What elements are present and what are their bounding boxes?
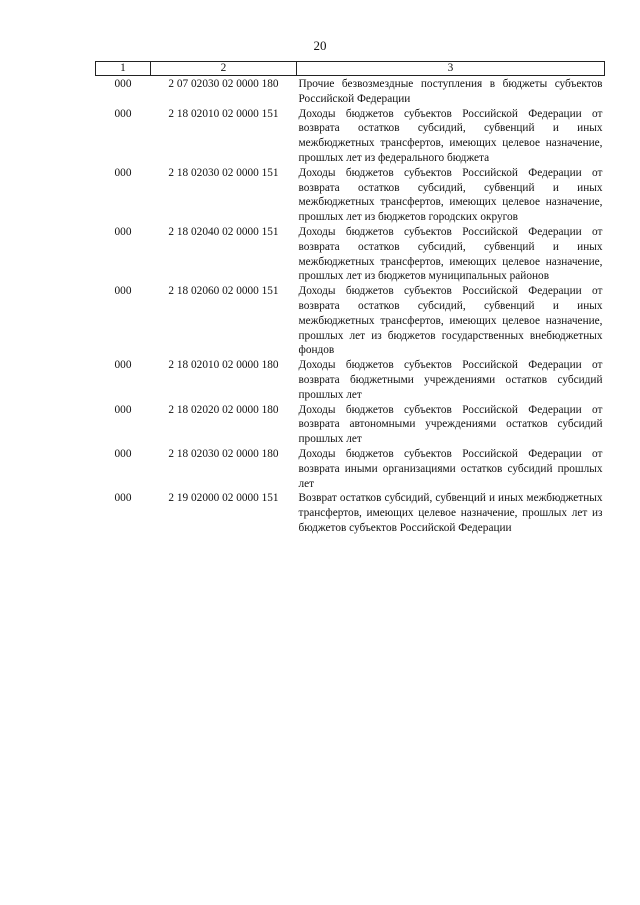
revenue-name-cell: Доходы бюджетов субъектов Российской Федерации от возврата остатков субсидий, субвенций и иных межбюджетных трансфертов, имеющих целевое назначение, прошлых лет из федерального бюджета [298,107,603,164]
table-row [96,76,605,107]
revenue-name-cell: Доходы бюджетов субъектов Российской Федерации от возврата иными организациями остатков субсидий прошлых лет [298,447,603,490]
admin-code-cell: 000 [114,166,132,179]
column-header-1: 1 [96,62,151,76]
column-header-2: 2 [151,62,297,76]
revenue-name-cell: Доходы бюджетов субъектов Российской Федерации от возврата остатков субсидий, субвенций и иных межбюджетных трансфертов, имеющих целевое назначение, прошлых лет из бюджетов городских округов [298,166,603,224]
revenue-name-cell: Доходы бюджетов субъектов Российской Федерации от возврата остатков субсидий, субвенций и иных межбюджетных трансфертов, имеющих целевое назначение, прошлых лет из бюджетов государственных внебюджетных фондов [298,285,603,357]
admin-code-cell: 000 [114,403,132,416]
revenue-name-cell: Доходы бюджетов субъектов Российской Федерации от возврата бюджетными учреждениями остатков субсидий прошлых лет [298,359,603,401]
admin-code-cell: 000 [114,78,132,90]
admin-code-cell: 000 [114,447,132,460]
admin-code-cell: 000 [114,359,132,372]
table-row [96,491,605,535]
kbk-code-cell: 2 07 02030 02 0000 180 [168,78,279,90]
admin-code-cell: 000 [114,285,132,298]
table-header [96,62,605,76]
kbk-code-cell: 2 18 02020 02 0000 180 [168,403,279,416]
revenue-classification-table [95,61,605,536]
kbk-code-cell: 2 18 02030 02 0000 180 [168,447,279,460]
kbk-code-cell: 2 18 02060 02 0000 151 [168,285,279,298]
admin-code-cell: 000 [114,225,132,238]
table-row [96,358,605,402]
kbk-code-cell: 2 18 02030 02 0000 151 [168,166,279,179]
revenue-name-cell: Доходы бюджетов субъектов Российской Федерации от возврата остатков субсидий, субвенций и иных межбюджетных трансфертов, имеющих целевое назначение, прошлых лет из бюджетов муниципальных районов [298,225,603,283]
kbk-code-cell: 2 18 02040 02 0000 151 [168,225,279,238]
table-row [96,225,605,284]
column-header-3: 3 [297,62,605,76]
table-row [96,447,605,491]
revenue-name-cell: Доходы бюджетов субъектов Российской Федерации от возврата автономными учреждениями остатков субсидий прошлых лет [298,403,603,446]
admin-code-cell: 000 [114,107,132,120]
kbk-code-cell: 2 19 02000 02 0000 151 [168,492,279,505]
page-number: 20 [313,38,327,53]
kbk-code-cell: 2 18 02010 02 0000 151 [168,107,279,120]
kbk-code-cell: 2 18 02010 02 0000 180 [168,359,279,372]
table-row [96,284,605,358]
table-header-row [96,62,605,76]
admin-code-cell: 000 [114,492,132,505]
table-row [96,107,605,166]
revenue-name-cell: Возврат остатков субсидий, субвенций и иных межбюджетных трансфертов, имеющих целевое назначение, прошлых лет из бюджетов субъектов Российской Федерации [298,492,603,534]
table-row [96,166,605,225]
table-body [96,76,605,536]
revenue-name-cell: Прочие безвозмездные поступления в бюджеты субъектов Российской Федерации [298,78,603,105]
table-row [96,403,605,447]
